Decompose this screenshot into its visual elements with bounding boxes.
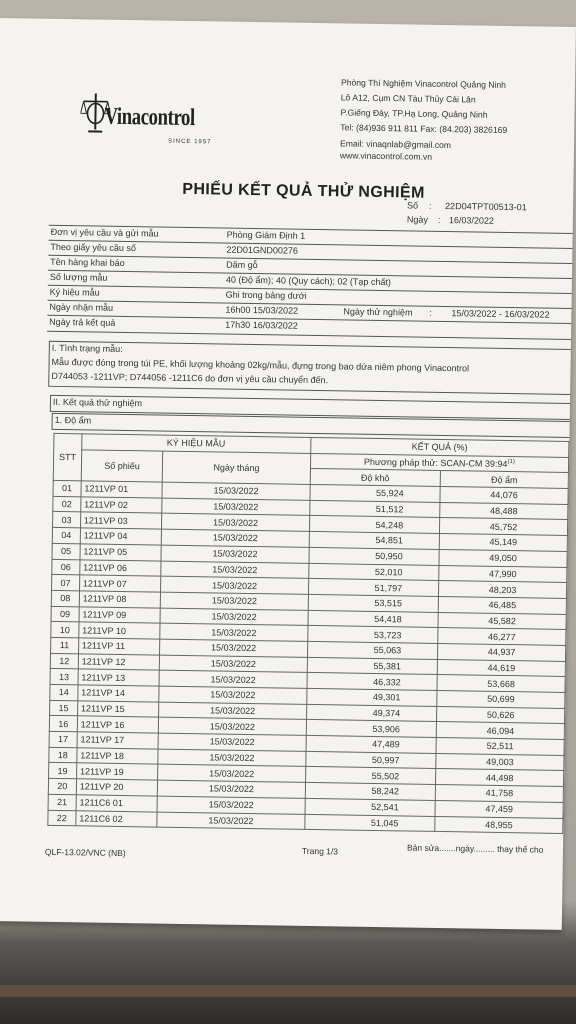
ngaythang-cell: 15/03/2022 bbox=[158, 733, 306, 751]
doam-cell: 44,937 bbox=[438, 643, 566, 661]
col-header-kyhieu: KÝ HIỆU MẪU bbox=[82, 434, 311, 453]
info-label: Tên hàng khai báo bbox=[50, 256, 125, 268]
dokho-cell: 52,541 bbox=[305, 798, 436, 816]
stt-cell: 02 bbox=[53, 496, 81, 512]
company-logo bbox=[80, 91, 211, 155]
desk-edge bbox=[0, 985, 576, 997]
address-line-3: P.Giếng Đáy, TP.Hạ Long, Quảng Ninh bbox=[340, 107, 488, 120]
section1-line1: Mẫu được đóng trong túi PE, khối lượng khoảng 02kg/mẫu, đựng trong bao dứa niêm phong Vinacontrol bbox=[51, 356, 470, 374]
ngaythang-cell: 15/03/2022 bbox=[159, 670, 307, 688]
ngaythang-cell: 15/03/2022 bbox=[162, 529, 310, 547]
doam-cell: 46,485 bbox=[438, 596, 566, 614]
sophieu-cell: 1211VP 15 bbox=[77, 700, 159, 717]
info-label: Số lượng mẫu bbox=[49, 271, 108, 283]
ngaythang-cell: 15/03/2022 bbox=[161, 545, 309, 563]
stt-cell: 06 bbox=[52, 559, 80, 575]
stt-cell: 21 bbox=[48, 794, 76, 810]
logo-since: SINCE 1957 bbox=[168, 138, 212, 146]
so-value: 22D04TPT00513-01 bbox=[445, 201, 527, 213]
dokho-cell: 55,063 bbox=[307, 641, 438, 659]
ngaythang-cell: 15/03/2022 bbox=[161, 592, 309, 610]
info-label: Ngày nhận mẫu bbox=[49, 301, 114, 313]
stt-cell: 10 bbox=[51, 622, 79, 638]
ngaythang-cell: 15/03/2022 bbox=[157, 812, 305, 830]
sophieu-cell: 1211VP 19 bbox=[76, 763, 158, 780]
test-date-label: Ngày thử nghiệm bbox=[343, 306, 413, 318]
dokho-cell: 55,502 bbox=[305, 767, 436, 785]
dokho-cell: 53,906 bbox=[306, 720, 437, 738]
ngaythang-cell: 15/03/2022 bbox=[158, 749, 306, 767]
section2-subtitle: 1. Độ ẩm bbox=[54, 414, 92, 426]
address-line-5: Email: vinaqnlab@gmail.com bbox=[339, 138, 452, 151]
doam-cell: 49,050 bbox=[439, 549, 567, 567]
ngaythang-cell: 15/03/2022 bbox=[162, 498, 310, 516]
sophieu-cell: 1211VP 17 bbox=[77, 732, 159, 749]
col-header-sophieu: Số phiếu bbox=[81, 450, 163, 483]
moisture-results-table bbox=[47, 433, 569, 834]
ngaythang-cell: 15/03/2022 bbox=[161, 576, 309, 594]
ngaythang-cell: 15/03/2022 bbox=[161, 561, 309, 579]
doam-cell: 46,094 bbox=[436, 722, 564, 740]
stt-cell: 05 bbox=[52, 543, 80, 559]
info-row-received: Ngày nhận mẫu 16h00 15/03/2022 Ngày thử nghiệm : 15/03/2022 - 16/03/2022 bbox=[47, 300, 576, 325]
ngaythang-cell: 15/03/2022 bbox=[159, 702, 307, 720]
form-code: QLF-13.02/VNC (NB) bbox=[44, 846, 126, 859]
sophieu-cell: 1211C6 01 bbox=[76, 795, 158, 812]
dokho-cell: 50,997 bbox=[305, 751, 436, 769]
dokho-cell: 49,301 bbox=[306, 688, 437, 706]
dokho-cell: 51,797 bbox=[308, 579, 439, 597]
revision-note: Bản sửa.......ngày......... thay thế cho bbox=[406, 842, 544, 855]
section1-title: I. Tình trạng mẫu: bbox=[51, 342, 123, 354]
doam-cell: 50,699 bbox=[437, 690, 565, 708]
doam-cell: 44,076 bbox=[440, 487, 568, 505]
info-value: Dăm gỗ bbox=[226, 259, 258, 271]
doam-cell: 48,488 bbox=[440, 502, 568, 520]
sophieu-cell: 1211VP 12 bbox=[78, 653, 160, 670]
sophieu-cell: 1211VP 08 bbox=[79, 591, 161, 608]
dokho-cell: 47,489 bbox=[306, 735, 437, 753]
doam-cell: 47,990 bbox=[439, 565, 567, 583]
stt-cell: 11 bbox=[51, 637, 79, 653]
sophieu-cell: 1211VP 05 bbox=[80, 544, 162, 561]
page-number: Trang 1/3 bbox=[301, 845, 339, 857]
sophieu-cell: 1211VP 03 bbox=[80, 512, 162, 529]
doam-cell: 45,149 bbox=[439, 534, 567, 552]
dokho-cell: 55,924 bbox=[310, 484, 441, 502]
info-value: Ghi trong bảng dưới bbox=[225, 289, 307, 301]
stt-cell: 20 bbox=[48, 778, 76, 794]
col-header-doam: Độ ẩm bbox=[440, 471, 568, 489]
info-value: 17h30 16/03/2022 bbox=[225, 319, 298, 331]
stt-cell: 19 bbox=[49, 763, 77, 779]
document-page: Vinacontrol SINCE 1957 Phòng Thí Nghiệm Vinacontrol Quảng Ninh Lô A12, Cụm CN Tàu Thủy Cái Lân P.Giếng Đáy, TP.Hạ Long, Quảng Ninh Tel: (84)936 911 811 Fax: (84.203) 3826169 Email: vinaqnlab@gmail.com www.vinacontrol.com.vn PHIẾU KẾT QUẢ THỬ NGHIỆM Số : 22D04TPT00513-01 Ngày : 16/03/2022 Đơn vị yêu cầu và gửi mẫu Phòng Giám Định 1 Theo giấy yêu cầu số 22D01GND00276 Tên hàng khai báo Dăm gỗ Số lượng mẫu 40 (Độ ẩm); 40 (Quy cách); 02 (Tạp chất) Ký hiệu mẫu Ghi trong bảng dưới Ngày nhận mẫu 16h00 15/03/2022 Ngày thử nghiệm : 15/03/2022 - 16/03/2022 Ngày trả kết quả 17h30 16/03/2022 I. Tình trạng mẫu: Mẫu được đóng trong túi PE, khối lượng khoảng 02kg/mẫu, đựng trong bao dứa niêm phong Vinacontrol D744053 -1211VP; D744056 -1211C6 do đơn vị yêu cầu chuyển đến. II. Kết quả thử nghiệm 1. Độ ẩm STT KÝ HIỆU MẪU KẾT QUẢ (%) Số phiếu Ngày tháng Phương pháp thử: SCAN-CM 39:94$^{(1)}$ Độ khô Độ ẩm 01 1211VP 01 15/03/2022 55,924 44,076 02 1211VP 02 15/03/2022 51,512 48,488 03 1211VP 03 15/03/2022 54,248 45,752 04 1211VP 04 15/03/2022 54,851 45,149 05 1211VP 05 15/03/2022 50,950 49,050 06 1211VP 06 15/03/2022 52,010 47,990 07 1211VP 07 15/03/2022 51,797 48,203 08 1211VP 08 15/03/2022 53,515 46,485 09 1211VP 09 15/03/2022 54,418 45,582 10 1211VP 10 15/03/2022 53,723 46,277 11 1211VP 11 15/03/2022 55,063 44,937 12 1211VP 12 15/03/2022 55,381 44,619 13 1211VP 13 15/03/2022 46,332 53,668 14 1211VP 14 15/03/2022 49,301 50,699 15 1211VP 15 15/03/2022 49,374 50,626 16 1211VP 16 15/03/2022 53,906 46,094 17 1211VP 17 15/03/2022 47,489 52,511 18 1211VP 18 15/03/2022 50,997 49,003 19 1211VP 19 15/03/2022 55,502 44,498 20 1211VP 20 15/03/2022 58,242 41,758 21 1211C6 01 15/03/2022 52,541 47,459 22 1211C6 02 15/03/2022 51,045 48,955 QLF-13.02/VNC (NB) Trang 1/3 Bản sửa.......ngày......... thay thế cho bbox=[0, 18, 576, 930]
ngaythang-cell: 15/03/2022 bbox=[159, 686, 307, 704]
ngaythang-cell: 15/03/2022 bbox=[160, 608, 308, 626]
stt-cell: 09 bbox=[51, 606, 79, 622]
doam-cell: 44,498 bbox=[436, 769, 564, 787]
dokho-cell: 54,418 bbox=[308, 610, 439, 628]
info-label: Đơn vị yêu cầu và gửi mẫu bbox=[50, 226, 159, 239]
section1-line2: D744053 -1211VP; D744056 -1211C6 do đơn vị yêu cầu chuyển đến. bbox=[51, 370, 329, 386]
info-value: 40 (Độ ẩm); 40 (Quy cách); 02 (Tạp chất) bbox=[225, 274, 392, 288]
dokho-cell: 51,045 bbox=[304, 814, 435, 832]
stt-cell: 16 bbox=[49, 716, 77, 732]
dokho-cell: 54,851 bbox=[309, 532, 440, 550]
stt-cell: 03 bbox=[53, 512, 81, 528]
col-header-ketqua: KẾT QUẢ (%) bbox=[310, 437, 569, 457]
sophieu-cell: 1211VP 11 bbox=[78, 638, 160, 655]
stt-cell: 04 bbox=[52, 528, 80, 544]
sophieu-cell: 1211C6 02 bbox=[76, 810, 158, 827]
method-footnote: (1) bbox=[507, 459, 515, 466]
stt-cell: 12 bbox=[50, 653, 78, 669]
info-value: 22D01GND00276 bbox=[226, 244, 299, 256]
section2-title: II. Kết quả thử nghiệm bbox=[52, 396, 143, 409]
dokho-cell: 51,512 bbox=[309, 500, 440, 518]
sophieu-cell: 1211VP 14 bbox=[78, 685, 160, 702]
ngaythang-cell: 15/03/2022 bbox=[162, 514, 310, 532]
dokho-cell: 53,723 bbox=[307, 626, 438, 644]
sophieu-cell: 1211VP 07 bbox=[79, 575, 161, 592]
ngaythang-cell: 15/03/2022 bbox=[160, 639, 308, 657]
dokho-cell: 53,515 bbox=[308, 594, 439, 612]
col-header-stt: STT bbox=[53, 433, 82, 480]
sophieu-cell: 1211VP 09 bbox=[79, 606, 161, 623]
sophieu-cell: 1211VP 02 bbox=[81, 497, 163, 514]
sophieu-cell: 1211VP 16 bbox=[77, 716, 159, 733]
doam-cell: 50,626 bbox=[437, 706, 565, 724]
ngaythang-cell: 15/03/2022 bbox=[160, 655, 308, 673]
stt-cell: 15 bbox=[50, 700, 78, 716]
address-line-6: www.vinacontrol.com.vn bbox=[339, 150, 433, 162]
dokho-cell: 52,010 bbox=[308, 563, 439, 581]
document-title: PHIẾU KẾT QUẢ THỬ NGHIỆM bbox=[182, 180, 425, 202]
info-label: Ký hiệu mẫu bbox=[49, 286, 100, 298]
info-label: Theo giấy yêu cầu số bbox=[50, 241, 137, 254]
doam-cell: 44,619 bbox=[437, 659, 565, 677]
doam-cell: 48,955 bbox=[435, 816, 563, 834]
doam-cell: 52,511 bbox=[436, 738, 564, 756]
ngaythang-cell: 15/03/2022 bbox=[162, 482, 310, 500]
sophieu-cell: 1211VP 20 bbox=[76, 779, 158, 796]
col-header-dokho: Độ khô bbox=[310, 469, 441, 487]
sophieu-cell: 1211VP 18 bbox=[77, 748, 159, 765]
sample-condition-box bbox=[48, 341, 576, 396]
doam-cell: 48,203 bbox=[439, 581, 567, 599]
col-header-ngaythang: Ngày tháng bbox=[163, 451, 311, 485]
ngaythang-cell: 15/03/2022 bbox=[158, 780, 306, 798]
info-value: 16h00 15/03/2022 bbox=[225, 304, 299, 316]
info-label: Ngày trả kết quả bbox=[49, 316, 116, 328]
stt-cell: 01 bbox=[53, 480, 81, 496]
doam-cell: 47,459 bbox=[435, 800, 563, 818]
address-line-4: Tel: (84)936 911 811 Fax: (84.203) 3826169 bbox=[340, 122, 508, 135]
dokho-cell: 55,381 bbox=[307, 657, 438, 675]
stt-cell: 18 bbox=[49, 747, 77, 763]
stt-cell: 07 bbox=[52, 575, 80, 591]
info-value: Phòng Giám Định 1 bbox=[226, 229, 306, 241]
ngaythang-cell: 15/03/2022 bbox=[158, 765, 306, 783]
ngay-value: 16/03/2022 bbox=[448, 215, 495, 226]
dokho-cell: 58,242 bbox=[305, 783, 436, 801]
doam-cell: 45,582 bbox=[438, 612, 566, 630]
sophieu-cell: 1211VP 06 bbox=[80, 559, 162, 576]
dokho-cell: 46,332 bbox=[307, 673, 438, 691]
sophieu-cell: 1211VP 01 bbox=[81, 481, 163, 498]
ngaythang-cell: 15/03/2022 bbox=[157, 796, 305, 814]
stt-cell: 17 bbox=[49, 731, 77, 747]
stt-cell: 13 bbox=[50, 669, 78, 685]
stt-cell: 08 bbox=[51, 590, 79, 606]
test-date-value: 15/03/2022 - 16/03/2022 bbox=[451, 308, 550, 320]
ngaythang-cell: 15/03/2022 bbox=[159, 717, 307, 735]
sophieu-cell: 1211VP 10 bbox=[79, 622, 161, 639]
dokho-cell: 49,374 bbox=[306, 704, 437, 722]
ngaythang-cell: 15/03/2022 bbox=[160, 623, 308, 641]
sophieu-cell: 1211VP 04 bbox=[80, 528, 162, 545]
method-text: Phương pháp thử: SCAN-CM 39:94 bbox=[363, 456, 508, 470]
doam-cell: 41,758 bbox=[435, 785, 563, 803]
doam-cell: 46,277 bbox=[438, 628, 566, 646]
ngay-label: Ngày bbox=[406, 214, 428, 225]
dokho-cell: 54,248 bbox=[309, 516, 440, 534]
address-line-2: Lô A12, Cụm CN Tàu Thủy Cái Lân bbox=[340, 92, 476, 105]
address-line-1: Phòng Thí Nghiệm Vinacontrol Quảng Ninh bbox=[340, 77, 507, 90]
logo-wordmark: Vinacontrol bbox=[104, 103, 196, 132]
doam-cell: 49,003 bbox=[436, 753, 564, 771]
doam-cell: 45,752 bbox=[440, 518, 568, 536]
sophieu-cell: 1211VP 13 bbox=[78, 669, 160, 686]
stt-cell: 14 bbox=[50, 684, 78, 700]
doam-cell: 53,668 bbox=[437, 675, 565, 693]
so-label: Số bbox=[407, 200, 419, 211]
dokho-cell: 50,950 bbox=[309, 547, 440, 565]
stt-cell: 22 bbox=[48, 810, 76, 826]
